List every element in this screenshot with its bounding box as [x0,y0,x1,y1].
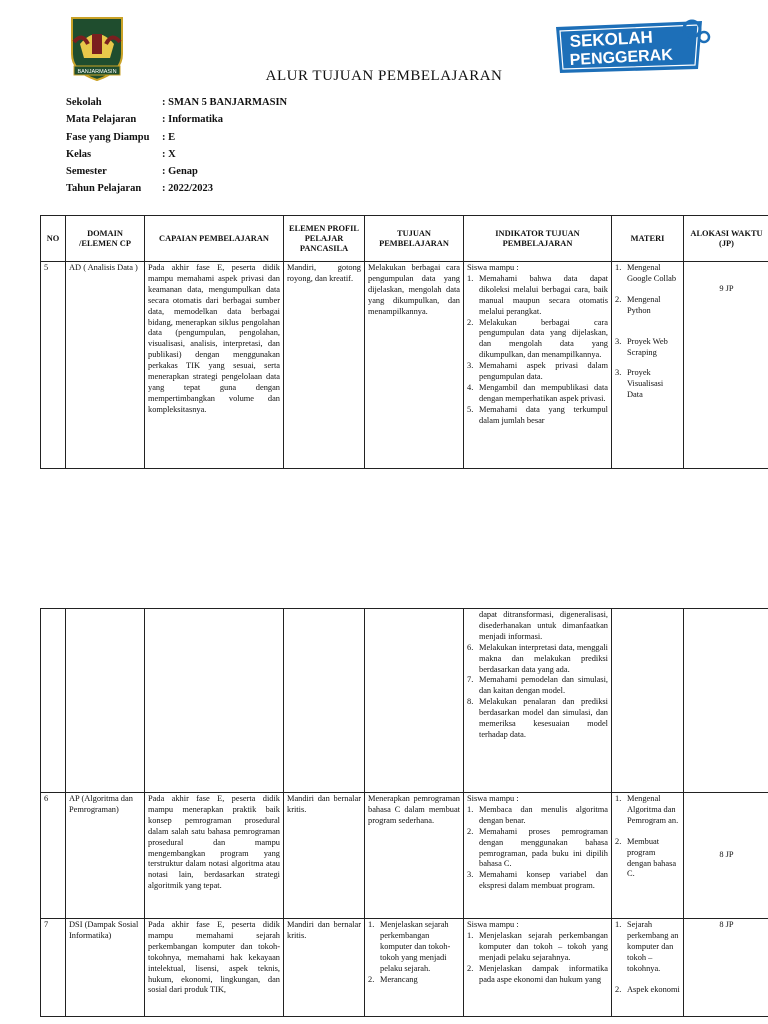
cell-domain: AD ( Analisis Data ) [66,262,145,469]
cell-materi [612,919,684,1017]
cell-materi [612,793,684,919]
list-item: 2. Membuat program dengan bahasa C. [615,836,677,879]
cell-capaian: Pada akhir fase E, peserta didik mampu menerapkan praktik baik konsep pemrograman prosedural dalam salah satu bahasa pemrograman prosedural dan mampu mengembangkan program yang terstruktur dalam notasi algoritma atau notasi lain, berdasarkan strategi algoritmik yang tepat. [145,793,284,919]
atp-table-page-2 [40,608,768,1017]
cell-profil: Mandiri dan bernalar kritis. [284,793,365,919]
list-item: 1. Menjelaskan sejarah perkembangan komputer dan tokoh – tokoh yang menjadi pelaku sejarahnya. [467,930,608,962]
indikator-list [467,931,608,986]
table-header-row [41,216,768,262]
table-row-5 [41,262,768,469]
cell-capaian: Pada akhir fase E, peserta didik mampu memahami sejarah perkembangan komputer dan tokoh-tokohnya, memahami hak kekayaan intelektual, lisensi, aspek teknis, hukum, ekonomi, lingkungan, dan sosial dari produk TIK, [145,919,284,1017]
tujuan-list [368,920,460,985]
cell-profil: Mandiri dan bernalar kritis. [284,919,365,1017]
cell-alokasi: 8 JP [684,793,768,919]
col-header-tujuan: TUJUAN PEMBELAJARAN [365,216,464,262]
meta-row-school: Sekolah : SMAN 5 BANJARMASIN [66,97,288,108]
sekolah-penggerak-badge [552,17,714,75]
list-item: 5. Memahami data yang terkumpul dalam jumlah besar [467,404,608,425]
list-item: 1. Mengenal Algoritma dan Pemrogram an. [615,794,679,825]
list-item: 3. Memahami aspek privasi dalam pengumpulan data. [467,361,608,382]
list-item: 7. Memahami pemodelan dan simulasi, dan kaitan dengan model. [467,675,608,696]
list-item: 1. Mengenal Google Collab [615,263,677,283]
cell-alokasi: 9 JP [684,262,768,469]
cell-no: 7 [41,919,66,1017]
cell-alokasi: 8 JP [684,919,768,1017]
cell-tujuan: Melakukan berbagai cara pengumpulan data yang dijelaskan, mengolah data yang dikumpulkan, dan menampilkannya. [365,262,464,469]
list-item: 2. Aspek ekonomi [615,984,680,994]
cell-no: 6 [41,793,66,919]
cell-indikator: Siswa mampu : 1. Menjelaskan sejarah perkembangan komputer dan tokoh – tokoh yang menjadi pelaku sejarahnya. 2. Menjelaskan dampak informatika pada aspe ekonomi dan hukum yang [464,919,612,1017]
table-row-7 [41,919,768,1017]
list-item: 2. Memahami proses pemrograman dengan menggunakan bahasa pemrograman, pada buku ini dipilih bahasa C. [467,826,608,869]
list-item: 2. Mengenal Python [615,294,661,315]
table-row-continued [41,609,768,793]
cell-domain: AP (Algoritma dan Pemrograman) [66,793,145,919]
materi-list [615,920,680,995]
list-item: 6. Melakukan interpretasi data, menggali makna dan melakukan prediksi berdasarkan data yang ada. [467,642,608,674]
indikator-list [467,643,608,741]
indikator-list [467,274,608,427]
col-header-materi: MATERI [612,216,684,262]
cell-materi [612,262,684,469]
meta-row-year: Tahun Pelajaran : 2022/2023 [66,183,214,195]
list-item: 1. Memahami bahwa data dapat dikoleksi melalui berbagai cara, baik manual maupun secara otomatis melalui perangkat. [467,273,608,316]
list-item: 3. Memahami konsep variabel dan ekspresi dalam membuat program. [467,870,608,891]
cell-indikator: dapat ditransformasi, digeneralisasi, disederhanakan untuk dimanfaatkan menjadi informasi. 6. Melakukan interpretasi data, menggali makna dan melakukan prediksi berdasarkan data yang ada. 7. Memahami pemodelan dan simulasi, dan kaitan dengan model. 8. Melakukan penalaran dan prediksi berdasarkan model dan simulasi, dan memeriksa kesesuaian model terhadap data. [464,609,612,793]
cell-tujuan: Menerapkan pemrograman bahasa C dalam membuat program sederhana. [365,793,464,919]
cell-no: 5 [41,262,66,469]
document-meta [66,94,287,198]
indikator-list [467,805,608,892]
materi-list [615,263,680,401]
cell-indikator: Siswa mampu : 1. Membaca dan menulis algoritma dengan benar. 2. Memahami proses pemrograman dengan menggunakan bahasa pemrograman, pada buku ini dipilih bahasa C. 3. Memahami konsep variabel dan ekspresi dalam membuat program. [464,793,612,919]
col-header-indikator: INDIKATOR TUJUAN PEMBELAJARAN [464,216,612,262]
col-header-domain: DOMAIN /ELEMEN CP [66,216,145,262]
list-item: 2. Merancang [368,974,418,984]
document-title: ALUR TUJUAN PEMBELAJARAN [265,68,503,84]
list-item: 8. Melakukan penalaran dan prediksi berdasarkan model dan simulasi, dan memeriksa kesesuaian model terhadap data. [467,697,608,739]
list-item: 1. Menjelaskan sejarah perkembangan komputer dan tokoh-tokoh yang menjadi pelaku sejarah. [368,920,451,973]
meta-row-phase: Fase yang Diampu : E [66,131,176,143]
col-header-alokasi: ALOKASI WAKTU (JP) [684,216,768,262]
materi-list [615,794,680,880]
cell-profil: Mandiri, gotong royong, dan kreatif. [284,262,365,469]
cell-indikator: Siswa mampu : 1. Memahami bahwa data dapat dikoleksi melalui berbagai cara, baik manual maupun secara otomatis melalui perangkat. 2. Melakukan berbagai cara pengumpulan data yang dijelaskan, dan mengolah data yang dikumpulkan, dan menampilkannya. 3. Memahami aspek privasi dalam pengumpulan data. 4. Mengambil dan mempublikasi data dengan memperhatikan aspek privasi. 5. Memahami data yang terkumpul dalam jumlah besar [464,262,612,469]
meta-row-semester: Semester : Genap [66,166,198,178]
cell-domain: DSI (Dampak Sosial Informatika) [66,919,145,1017]
list-item: 3. Proyek Web Scraping [615,336,668,357]
cell-tujuan [365,919,464,1017]
logo-caption: BANJARMASIN [77,69,117,75]
badge-line-2: PENGGERAK [569,46,674,69]
list-item: 3. Proyek Visualisasi Data [615,368,664,400]
col-header-profil: ELEMEN PROFIL PELAJAR PANCASILA [284,216,365,262]
list-item: 2. Melakukan berbagai cara pengumpulan data yang dijelaskan, dan mengolah data yang dikumpulkan, dan menampilkannya. [467,317,608,360]
table-row-6 [41,793,768,919]
col-header-no: NO [41,216,66,262]
col-header-capaian: CAPAIAN PEMBELAJARAN [145,216,284,262]
cell-capaian: Pada akhir fase E, peserta didik mampu memahami aspek privasi dan keamanan data, mengumpulkan data secara otomatis dari berbagai sumber data, memodelkan data berbagai bidang, menerapkan siklus pengolahan data (pengumpulan, pengolahan, visualisasi, analisis, interpretasi, dan publikasi) dengan menggunakan perkakas TIK yang sesuai, serta menerapkan strategi pengelolaan data yang tepat guna dengan mempertimbangkan volume dan kompleksitasnya. [145,262,284,469]
list-item: 4. Mengambil dan mempublikasi data dengan memperhatikan aspek privasi. [467,382,608,403]
meta-row-subject: Mata Pelajaran : Informatika [66,114,223,126]
list-item: 2. Menjelaskan dampak informatika pada aspe ekonomi dan hukum yang [467,963,608,984]
list-item: 1. Membaca dan menulis algoritma dengan benar. [467,804,608,825]
meta-row-class: Kelas : X [66,148,176,160]
atp-table-page-1 [40,215,768,469]
badge-line-1: SEKOLAH [569,27,654,51]
list-item: 1. Sejarah perkembang an komputer dan tokoh – tokohnya. [615,920,679,973]
